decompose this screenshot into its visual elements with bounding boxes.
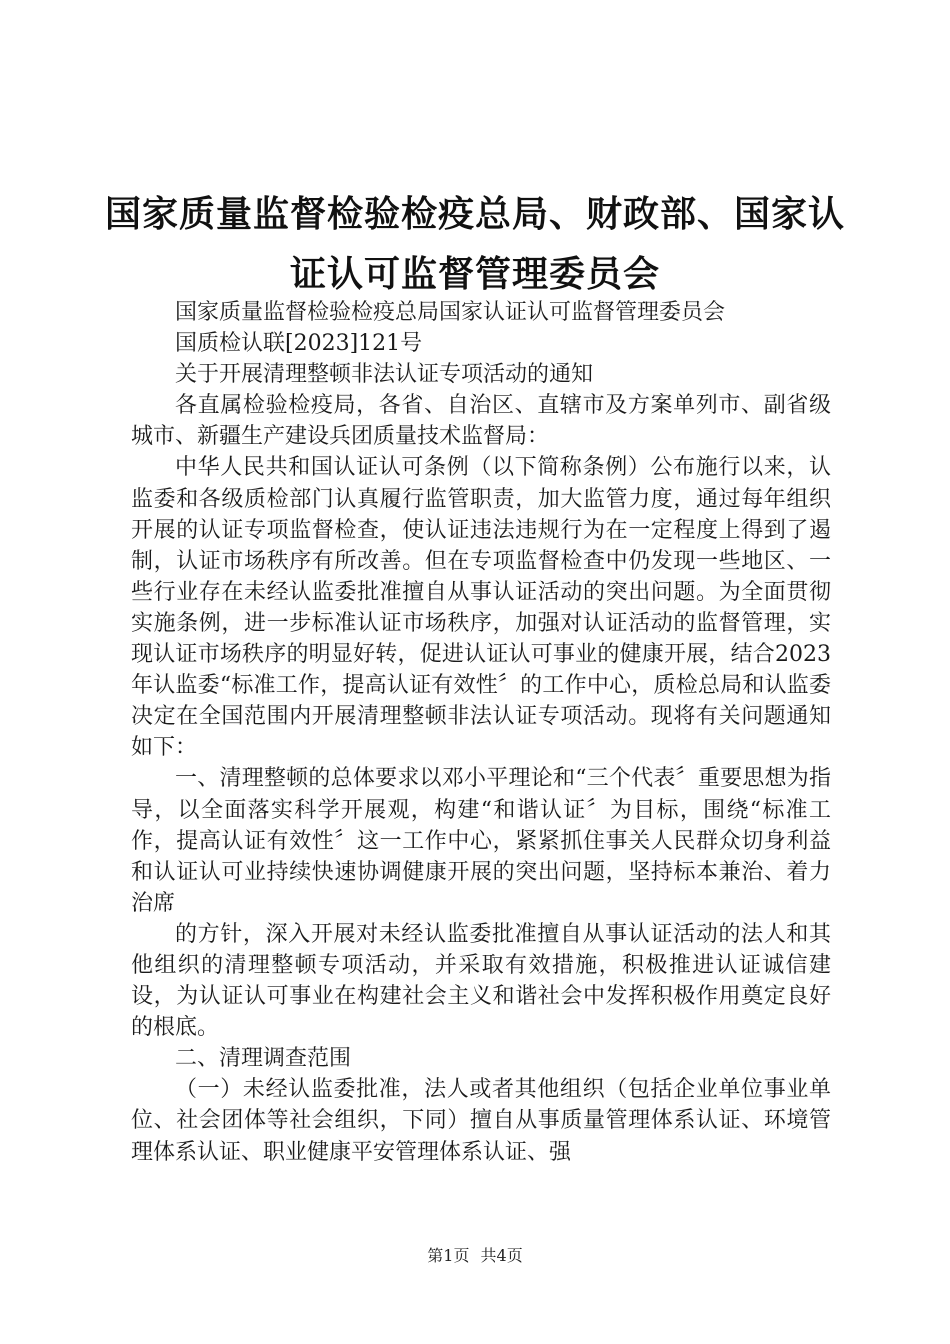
document-number: 国质检认联[2023]121号: [175, 331, 423, 357]
body-paragraph: 的方针，深入开展对未经认监委批准擅自从事认证活动的法人和其他组织的清理整顿专项活动，并采取有效措施，积极推进认证诚信建设，为认证认可事业在构建社会主义和谐社会中发挥积极作用奠定良好的根底。: [131, 921, 831, 1041]
document-title-line-1: 国家质量监督检验检疫总局、财政部、国家认: [104, 194, 845, 235]
body-paragraph: （一）未经认监委批准，法人或者其他组织（包括企业单位事业单位、社会团体等社会组织，下同）擅自从事质量管理体系认证、环境管理体系认证、职业健康平安管理体系认证、强: [131, 1077, 831, 1165]
section-1-paragraph: 一、清理整顿的总体要求以邓小平理论和“三个代表〞重要思想为指导，以全面落实科学开展观，构建“和谐认证〞为目标，围绕“标准工作，提高认证有效性〞这一工作中心，紧紧抓住事关人民群众切身利益和认证认可业持续快速协调健康开展的突出问题，坚持标本兼治、着力治席: [131, 766, 831, 916]
page-footer: [0, 1243, 950, 1266]
document-body: [131, 297, 831, 1168]
page-number: 第1页: [427, 1246, 470, 1265]
issuing-authority: 国家质量监督检验检疫总局国家认证认可监督管理委员会: [175, 300, 726, 325]
recipients-paragraph: 各直属检验检疫局，各省、自治区、直辖市及方案单列市、副省级城市、新疆生产建设兵团质量技术监督局：: [131, 393, 831, 450]
page-total: 共4页: [480, 1246, 523, 1265]
document-title-line-2: 证认可监督管理委员会: [289, 254, 660, 295]
section-2-heading: 二、清理调查范围: [175, 1046, 352, 1072]
notice-subject: 关于开展清理整顿非法认证专项活动的通知: [175, 362, 594, 388]
body-paragraph: 中华人民共和国认证认可条例（以下简称条例）公布施行以来，认监委和各级质检部门认真履行监管职责，加大监管力度，通过每年组织开展的认证专项监督检查，使认证违法违规行为在一定程度上得到了遏制，认证市场秩序有所改善。但在专项监督检查中仍发现一些地区、一些行业存在未经认监委批准擅自从事认证活动的突出问题。为全面贯彻实施条例，进一步标准认证市场秩序，加强对认证活动的监督管理，实现认证市场秩序的明显好转，促进认证认可事业的健康开展，结合2023年认监委“标准工作，提高认证有效性〞的工作中心，质检总局和认监委决定在全国范围内开展清理整顿非法认证专项活动。现将有关问题通知如下：: [131, 455, 831, 761]
